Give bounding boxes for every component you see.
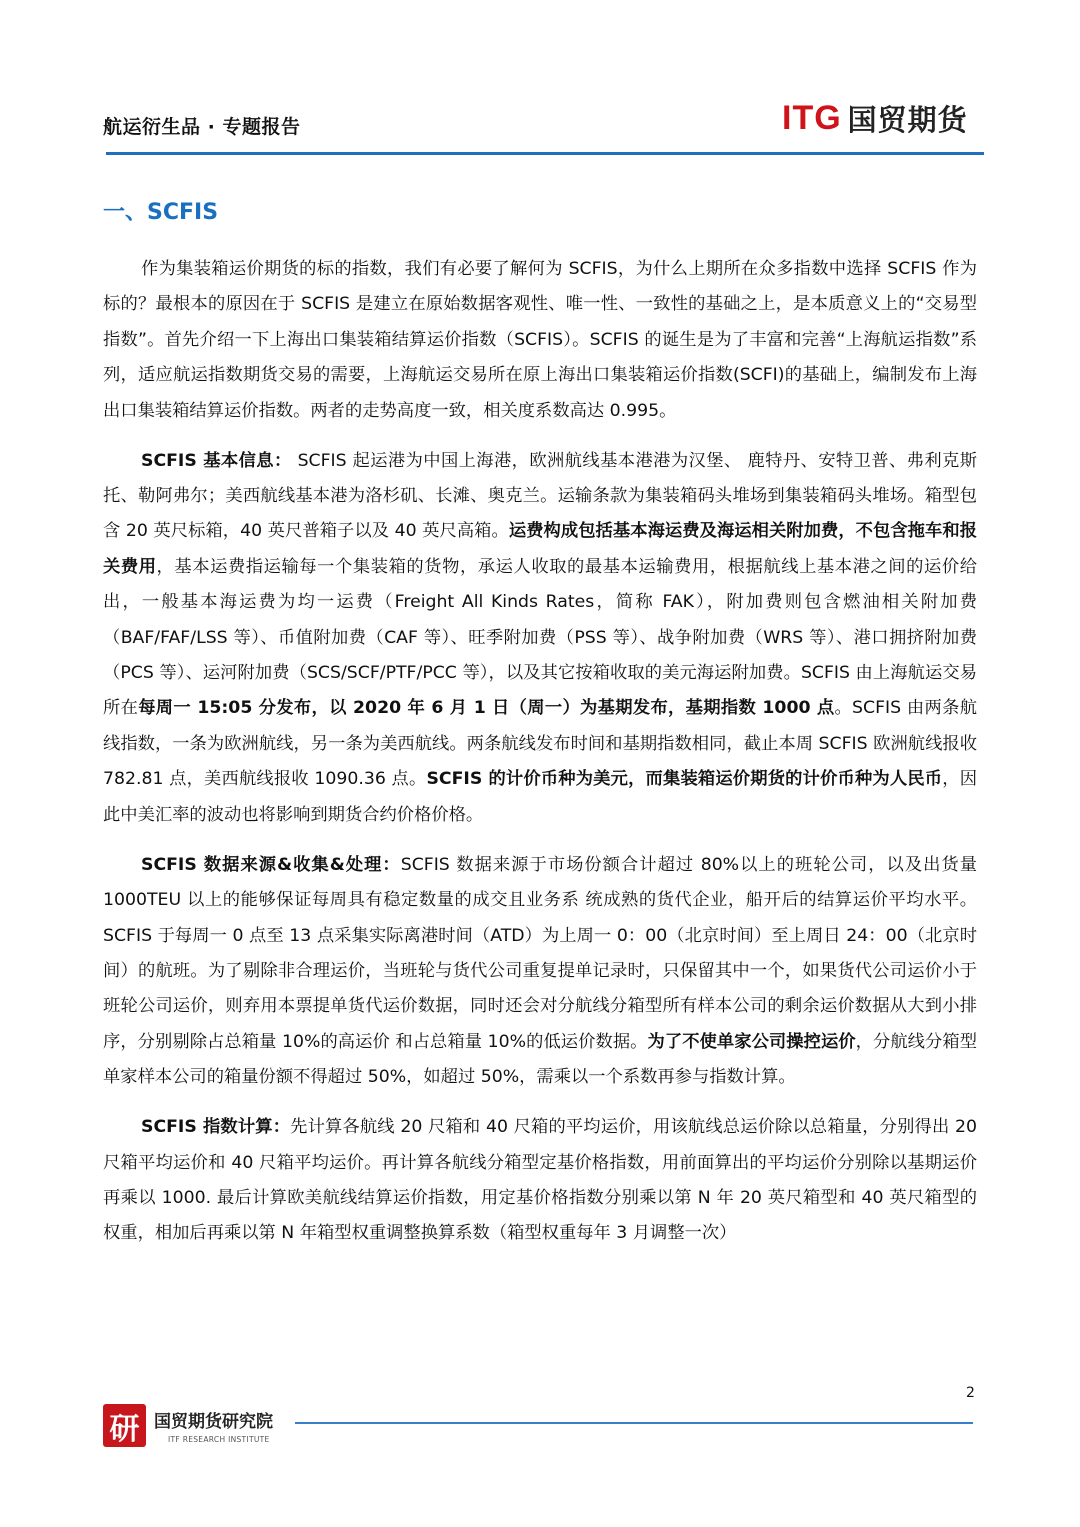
text: ，分航线分箱型单家样本公司的箱量份额不得超过 50%，如超过 50%，需乘以一个系数再参与指数计算。: [103, 1031, 977, 1088]
report-header-title: 航运衍生品 · 专题报告: [103, 116, 301, 138]
text: ，基本运费指运输每一个集装箱的货物，承运人收取的最基本运输费用，根据航线上基本港之间的运价给出，一般基本海运费为均一运费（Freight All Kinds Rates，简称 FAK），附加费则包含燃油相关附加费（BAF/FAF/LSS 等）、币值附加费（CAF 等）、旺季附加费（PSS 等）、战争附加费（WRS 等）、港口拥挤附加费（PCS 等）、运河附加费（SCS/SCF/PTF/PCC 等），以及其它按箱收取的美元海运附加费。SCFIS 由上海航运交易所在: [103, 556, 977, 719]
bold-text: 运费构成包括基本海运费及海运相关附加费，不包含拖车和报关费用: [103, 521, 977, 577]
bold-text: SCFIS 的计价币种为美元，而集装箱运价期货的计价币种为人民币: [426, 769, 943, 790]
bold-text: SCFIS 数据来源&收集&处理：: [141, 854, 401, 875]
seal-icon: 研: [103, 1404, 146, 1447]
itg-logo: [782, 98, 968, 139]
text: 。SCFIS 由两条航线指数，一条为欧洲航线，另一条为美西航线。两条航线发布时间和基期指数相同，截止本周 SCFIS 欧洲航线报收 782.81 点，美西航线报收 1090.36 点。: [103, 698, 977, 790]
footer-divider: [295, 1422, 973, 1424]
header-divider: [106, 152, 984, 155]
paragraph: [103, 848, 977, 1096]
paragraph: [103, 1110, 977, 1252]
bold-text: SCFIS 基本信息：: [141, 450, 292, 471]
logo-chinese: 国贸期货: [847, 103, 968, 137]
paragraph: [103, 252, 977, 429]
text: 作为集装箱运价期货的标的指数，我们有必要了解何为 SCFIS，为什么上期所在众多指数中选择 SCFIS 作为标的？最根本的原因在于 SCFIS 是建立在原始数据客观性、唯一性、一致性的基础之上，是本质意义上的“交易型指数”。首先介绍一下上海出口集装箱结算运价指数（SCFIS）。SCFIS 的诞生是为了丰富和完善“上海航运指数”系列，适应航运指数期货交易的需要，上海航运交易所在原上海出口集装箱运价指数(SCFI)的基础上，编制发布上海出口集装箱结算运价指数。两者的走势高度一致，相关度系数高达 0.995。: [103, 259, 977, 421]
text: 先计算各航线 20 尺箱和 40 尺箱的平均运价，用该航线总运价除以总箱量，分别得出 20 尺箱平均运价和 40 尺箱平均运价。再计算各航线分箱型定基价格指数，用前面算出的平均运价分别除以基期运价再乘以 1000. 最后计算欧美航线结算运价指数，用定基价格指数分别乘以第 N 年 20 英尺箱型和 40 英尺箱型的权重，相加后再乘以第 N 年箱型权重调整换算系数（箱型权重每年 3 月调整一次）: [103, 1117, 978, 1244]
paragraph: [103, 444, 977, 833]
page-number: 2: [966, 1385, 975, 1401]
text: SCFIS 起运港为中国上海港，欧洲航线基本港港为汉堡、 鹿特丹、安特卫普、弗利克斯托、勒阿弗尔；美西航线基本港为洛杉矶、长滩、奥克兰。运输条款为集装箱码头堆场到集装箱码头堆场。箱型包含 20 英尺标箱，40 英尺普箱子以及 40 英尺高箱。: [103, 450, 978, 542]
bold-text: 每周一 15:05 分发布，以 2020 年 6 月 1 日（周一）为基期发布，基期指数 1000 点: [138, 698, 835, 719]
text: ，因此中美汇率的波动也将影响到期货合约价格价格。: [103, 769, 977, 825]
document-body: [103, 252, 977, 1266]
logo-latin: ITG: [782, 99, 842, 137]
section-title: 一、SCFIS: [103, 200, 219, 225]
institute-name: 国贸期货研究院: [154, 1412, 273, 1432]
institute-logo: [103, 1404, 273, 1447]
text: SCFIS 数据来源于市场份额合计超过 80%以上的班轮公司，以及出货量 1000TEU 以上的能够保证每周具有稳定数量的成交且业务系 统成熟的货代企业，船开后的结算运价平均水平。SCFIS 于每周一 0 点至 13 点采集实际离港时间（ATD）为上周一 0：00（北京时间）至上周日 24：00（北京时间）的航班。为了剔除非合理运价，当班轮与货代公司重复提单记录时，只保留其中一个，如果货代公司运价小于班轮公司运价，则弃用本票提单货代运价数据，同时还会对分航线分箱型所有样本公司的剩余运价数据从大到小排序，分别剔除占总箱量 10%的高运价 和占总箱量 10%的低运价数据。: [103, 854, 978, 1052]
bold-text: 为了不使单家公司操控运价: [647, 1031, 856, 1052]
bold-text: SCFIS 指数计算：: [141, 1117, 291, 1138]
institute-name-en: ITF RESEARCH INSTITUTE: [168, 1435, 270, 1444]
